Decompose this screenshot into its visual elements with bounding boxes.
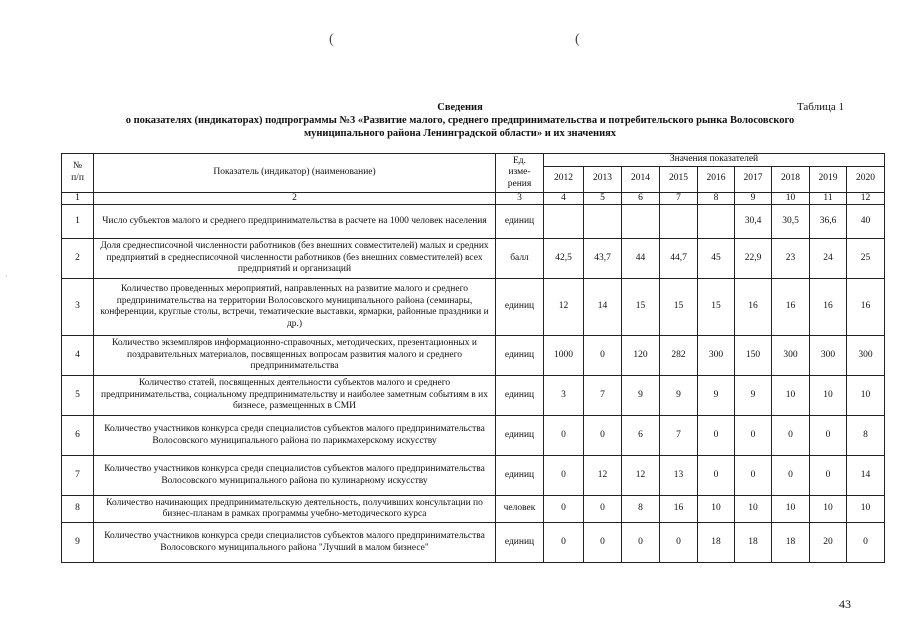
value-cell: 40 [847,205,885,239]
value-cell: 10 [735,496,772,523]
value-cell: 16 [772,279,810,336]
scan-mark-side: · [5,272,8,281]
value-cell: 0 [544,523,584,563]
value-cell: 23 [772,239,810,279]
value-cell: 0 [735,456,772,496]
value-cell: 45 [698,239,735,279]
document-subtitle-line-1: о показателях (индикаторах) подпрограммы №3 «Развитие малого, среднего предпринимательства и потребительского рынка Волосовского [125,115,795,126]
value-cell: 0 [622,523,660,563]
column-number: 3 [496,192,544,205]
column-number: 8 [698,192,735,205]
value-cell: 16 [735,279,772,336]
value-cell: 18 [772,523,810,563]
table-row [62,336,885,376]
value-cell [544,205,584,239]
value-cell: 9 [622,376,660,416]
value-cell: 8 [622,496,660,523]
value-cell: 282 [660,336,698,376]
value-cell: 0 [810,416,847,456]
value-cell: 7 [584,376,622,416]
unit-cell: единиц [496,416,544,456]
indicator-name: Количество статей, посвященных деятельности субъектов малого и среднего предпринимательства, социальному предпринимательству и наиболее заметным событиям в их бизнесе, размещенных в СМИ [94,376,496,416]
unit-cell: единиц [496,376,544,416]
value-cell: 1000 [544,336,584,376]
indicator-name: Доля среднесписочной численности работников (без внешних совместителей) малых и средних предприятий в среднесписочной численности работников (без внешних совместителей) всех предприятий и организаций [94,239,496,279]
value-cell: 0 [544,456,584,496]
value-cell: 0 [660,523,698,563]
value-cell: 44 [622,239,660,279]
value-cell: 25 [847,239,885,279]
value-cell [698,205,735,239]
indicator-name: Количество начинающих предпринимательскую деятельность, получивших консультации по бизнес-планам в рамках программы учебно-методического курса [94,496,496,523]
header-year: 2019 [810,166,847,192]
value-cell [660,205,698,239]
value-cell: 6 [622,416,660,456]
column-number: 10 [772,192,810,205]
value-cell: 7 [660,416,698,456]
header-values: Значения показателей [544,154,885,167]
unit-cell: единиц [496,279,544,336]
row-number: 3 [62,279,94,336]
table-row [62,376,885,416]
column-number: 4 [544,192,584,205]
value-cell: 18 [698,523,735,563]
value-cell: 0 [698,416,735,456]
value-cell: 0 [810,456,847,496]
value-cell: 10 [810,376,847,416]
table-row [62,456,885,496]
value-cell: 36,6 [810,205,847,239]
value-cell: 44,7 [660,239,698,279]
header-num: № п/п [62,154,94,193]
column-number: 6 [622,192,660,205]
value-cell: 9 [660,376,698,416]
value-cell: 0 [584,336,622,376]
value-cell [584,205,622,239]
value-cell: 15 [698,279,735,336]
table-row [62,416,885,456]
table-row [62,205,885,239]
table-row [62,523,885,563]
unit-cell: единиц [496,456,544,496]
value-cell: 30,5 [772,205,810,239]
header-year: 2018 [772,166,810,192]
unit-cell: единиц [496,523,544,563]
row-number: 7 [62,456,94,496]
indicator-name: Количество участников конкурса среди специалистов субъектов малого предпринимательства Волосовского муниципального района "Лучший в малом бизнесе" [94,523,496,563]
value-cell: 12 [622,456,660,496]
row-number: 2 [62,239,94,279]
column-number: 2 [94,192,496,205]
column-number: 9 [735,192,772,205]
value-cell: 150 [735,336,772,376]
value-cell: 15 [660,279,698,336]
row-number: 4 [62,336,94,376]
value-cell: 300 [772,336,810,376]
value-cell: 30,4 [735,205,772,239]
table-row [62,279,885,336]
row-number: 6 [62,416,94,456]
table-row [62,496,885,523]
header-name: Показатель (индикатор) (наименование) [94,154,496,193]
value-cell: 0 [698,456,735,496]
unit-cell: единиц [496,205,544,239]
value-cell: 0 [584,416,622,456]
header-year: 2013 [584,166,622,192]
value-cell: 120 [622,336,660,376]
value-cell: 12 [584,456,622,496]
value-cell [622,205,660,239]
value-cell: 0 [544,416,584,456]
indicator-name: Количество участников конкурса среди специалистов субъектов малого предпринимательства Волосовского муниципального района по кулинарному искусству [94,456,496,496]
page-number: 43 [839,597,851,611]
column-number: 1 [62,192,94,205]
value-cell: 9 [698,376,735,416]
header-year: 2020 [847,166,885,192]
value-cell: 16 [660,496,698,523]
value-cell: 300 [698,336,735,376]
scan-mark-left: ( [329,32,334,47]
value-cell: 16 [847,279,885,336]
indicators-table [61,153,885,563]
value-cell: 10 [772,376,810,416]
value-cell: 43,7 [584,239,622,279]
header-year: 2015 [660,166,698,192]
value-cell: 14 [847,456,885,496]
value-cell: 14 [584,279,622,336]
unit-cell: человек [496,496,544,523]
value-cell: 42,5 [544,239,584,279]
value-cell: 0 [584,496,622,523]
value-cell: 0 [735,416,772,456]
header-year: 2012 [544,166,584,192]
indicator-name: Количество проведенных мероприятий, направленных на развитие малого и среднего предпринимательства на территории Волосовского муниципального района (семинары, конференции, круглые столы, встречи, тематические выставки, ярмарки, районные праздники и др.) [94,279,496,336]
value-cell: 18 [735,523,772,563]
document-subtitle-line-2: муниципального района Ленинградской области» и их значениях [303,128,617,139]
value-cell: 20 [810,523,847,563]
value-cell: 3 [544,376,584,416]
header-year: 2016 [698,166,735,192]
value-cell: 12 [544,279,584,336]
indicator-name: Число субъектов малого и среднего предпринимательства в расчете на 1000 человек населения [94,205,496,239]
value-cell: 0 [772,416,810,456]
value-cell: 10 [772,496,810,523]
row-number: 5 [62,376,94,416]
scan-mark-right: ( [575,32,580,47]
column-number: 11 [810,192,847,205]
value-cell: 0 [772,456,810,496]
value-cell: 16 [810,279,847,336]
value-cell: 10 [847,496,885,523]
value-cell: 0 [847,523,885,563]
table-label: Таблица 1 [796,101,844,113]
value-cell: 10 [698,496,735,523]
document-title: Сведения [437,102,483,113]
value-cell: 13 [660,456,698,496]
indicator-name: Количество участников конкурса среди специалистов субъектов малого предпринимательства Волосовского муниципального района по парикмахерскому искусству [94,416,496,456]
column-number: 12 [847,192,885,205]
value-cell: 24 [810,239,847,279]
header-year: 2017 [735,166,772,192]
unit-cell: единиц [496,336,544,376]
unit-cell: балл [496,239,544,279]
column-number: 5 [584,192,622,205]
value-cell: 22,9 [735,239,772,279]
value-cell: 300 [810,336,847,376]
header-unit: Ед. изме- рения [496,154,544,193]
value-cell: 8 [847,416,885,456]
header-year: 2014 [622,166,660,192]
value-cell: 0 [584,523,622,563]
value-cell: 10 [810,496,847,523]
value-cell: 9 [735,376,772,416]
value-cell: 300 [847,336,885,376]
row-number: 8 [62,496,94,523]
value-cell: 10 [847,376,885,416]
indicator-name: Количество экземпляров информационно-справочных, методических, презентационных и поздравительных материалов, посвященных вопросам развития малого и среднего предпринимательства [94,336,496,376]
column-number: 7 [660,192,698,205]
table-row [62,239,885,279]
value-cell: 15 [622,279,660,336]
value-cell: 0 [544,496,584,523]
row-number: 1 [62,205,94,239]
row-number: 9 [62,523,94,563]
